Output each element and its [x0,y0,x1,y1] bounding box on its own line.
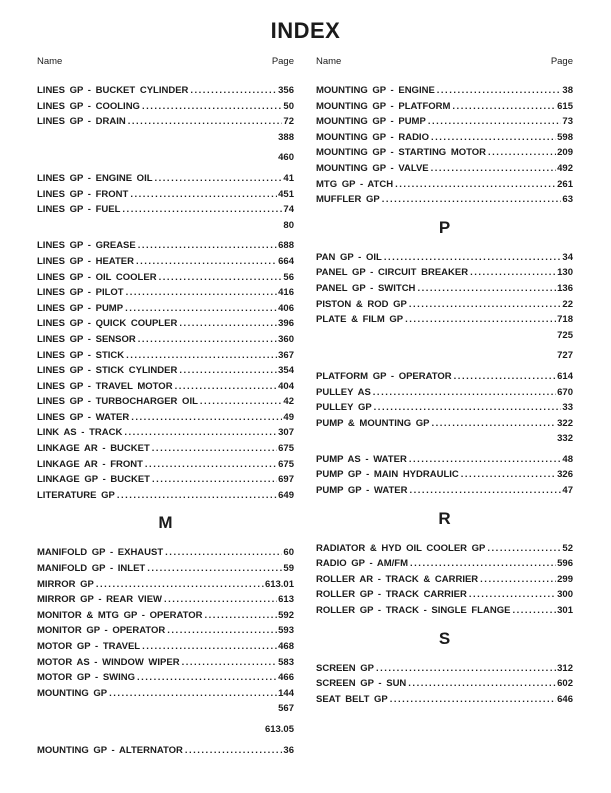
entry-name: LINES GP - GREASE [37,240,136,252]
index-entry [316,145,573,161]
entry-name: MOUNTING GP - PUMP [316,116,426,128]
dot-leader [147,561,282,577]
entry-name: LINES GP - HEATER [37,255,134,267]
entry-name: LINES GP - PILOT [37,287,124,299]
entry-name: PAN GP - OIL [316,251,382,263]
entry-page: 261 [557,178,573,190]
entry-name: MOUNTING GP - ENGINE [316,85,435,96]
index-entry [37,472,294,488]
entry-page: 451 [278,188,294,200]
entry-page: 396 [278,318,294,330]
entry-page: 614 [557,370,573,382]
index-entry [37,332,294,348]
index-entry [37,394,294,410]
dot-leader [130,187,277,203]
entry-page: 675 [278,443,294,455]
dot-leader [452,99,556,115]
index-entry [316,483,573,499]
dot-leader [159,270,283,286]
entry-page: 34 [562,251,573,263]
index-entry-continuation [316,431,573,447]
entry-name: ROLLER GP - TRACK - SINGLE FLANGE [316,605,511,617]
dot-leader [128,114,283,130]
index-entry [37,187,294,203]
entry-name: LINES GP - OIL COOLER [37,271,157,283]
entry-name: PUMP AS - WATER [316,453,407,465]
dot-leader [487,541,561,557]
entry-name: MOUNTING GP [37,687,108,699]
dot-leader [480,572,556,588]
entry-name: LINES GP - FRONT [37,188,129,200]
dot-leader [152,472,277,488]
entry-name: SCREEN GP [316,662,374,674]
entry-page: 688 [278,240,294,252]
dot-leader [164,592,277,608]
section-letter: R [438,508,451,528]
entry-page: 468 [278,641,294,652]
entry-name: PISTON & ROD GP [316,298,407,310]
dot-leader [179,316,277,332]
entry-name: MONITOR & MTG GP - OPERATOR [37,609,203,621]
dot-leader [488,145,556,161]
entry-page: 583 [278,656,294,668]
entry-page: 367 [278,349,294,361]
dot-leader [200,394,283,410]
entry-page: 567 [278,703,294,715]
dot-leader [373,385,556,401]
index-entry-continuation [316,328,573,344]
index-entry [316,661,573,677]
entry-name: LINES GP - BUCKET CYLINDER [37,85,189,96]
entry-page: 664 [278,255,294,267]
index-entry [316,281,573,297]
entry-page: 602 [557,678,573,690]
entry-page: 60 [283,547,294,559]
entry-page: 466 [278,672,294,684]
dot-leader [182,655,278,671]
entry-name: MANIFOLD GP - EXHAUST [37,547,164,559]
dot-leader [454,369,556,385]
entry-page: 613 [278,594,294,606]
index-entry [37,363,294,379]
entry-name: LINES GP - STICK CYLINDER [37,365,178,377]
entry-name: PANEL GP - SWITCH [316,282,416,294]
entry-page: 50 [283,100,294,112]
index-entry [37,488,294,504]
index-entry [37,561,294,577]
dot-leader [138,238,277,254]
index-column-left [37,56,294,758]
dot-leader [179,363,277,379]
entry-name: LINKAGE AR - FRONT [37,458,143,470]
entry-name: MTG GP - ATCH [316,178,394,190]
entry-page: 718 [557,314,573,326]
column-header [37,56,294,68]
index-entry [37,99,294,115]
dot-leader [461,467,556,483]
index-entry [316,572,573,588]
index-column-right [316,56,573,758]
entry-name: LINES GP - WATER [37,411,130,423]
dot-leader [395,177,556,193]
entry-name: PLATFORM GP - OPERATOR [316,370,452,382]
column-header-name: Name [37,56,63,67]
index-entry [316,83,573,99]
dot-leader [432,416,557,432]
entry-page: 52 [562,542,573,554]
entry-page: 312 [557,662,573,674]
dot-leader [205,608,278,624]
dot-leader [405,312,556,328]
index-entry [316,161,573,177]
entry-page: 697 [278,474,294,486]
dot-leader [138,332,277,348]
entry-page: 593 [278,625,294,637]
entry-page: 136 [557,282,573,294]
index-entry [316,369,573,385]
entry-page: 613.05 [264,723,294,735]
index-entry [37,686,294,702]
dot-leader [109,686,277,702]
dot-leader [165,545,282,561]
index-entry [316,556,573,572]
entry-name: RADIO GP - AM/FM [316,558,409,570]
dot-leader [185,743,283,759]
dot-leader [142,99,282,115]
entry-page: 56 [283,271,294,283]
dot-leader [175,379,278,395]
index-entry [316,114,573,130]
index-entry [316,250,573,266]
entry-name: LINES GP - PUMP [37,302,124,314]
entry-name: PUMP & MOUNTING GP [316,417,430,429]
entry-name: LITERATURE GP [37,489,115,501]
entry-name: LINES GP - FUEL [37,204,121,216]
entry-name: MUFFLER GP [316,194,380,206]
index-entry [37,238,294,254]
section-letter: S [438,628,451,648]
entry-page: 356 [278,85,294,96]
index-entry [37,348,294,364]
entry-page: 80 [283,219,294,231]
entry-page: 388 [278,131,294,143]
index-entry [316,452,573,468]
entry-name: PANEL GP - CIRCUIT BREAKER [316,267,469,279]
entry-page: 598 [557,131,573,143]
entry-name: MOTOR GP - TRAVEL [37,641,141,652]
entry-page: 406 [278,302,294,314]
entry-page: 74 [283,204,294,216]
index-entry-continuation [37,722,294,738]
entry-name: MONITOR GP - OPERATOR [37,625,166,637]
index-entry [316,603,573,619]
column-header [316,56,573,68]
entry-page: 73 [562,116,573,128]
dot-leader [136,254,277,270]
dot-leader [408,676,556,692]
dot-leader [190,83,277,99]
columns-container [0,42,611,758]
dot-leader [382,192,562,208]
dot-leader [512,603,556,619]
dot-leader [410,556,556,572]
dot-leader [409,452,562,468]
entry-page: 360 [278,333,294,345]
entry-name: PUMP GP - MAIN HYDRAULIC [316,469,459,481]
entry-page: 646 [557,693,573,705]
index-entry [316,265,573,281]
dot-leader [167,623,277,639]
dot-leader [122,202,282,218]
dot-leader [125,301,277,317]
entry-page: 332 [557,433,573,445]
entry-page: 596 [557,558,573,570]
entry-page: 49 [283,411,294,423]
index-entry [316,177,573,193]
entry-name: MOTOR GP - SWING [37,672,136,684]
entry-page: 72 [283,116,294,128]
entry-name: MOTOR AS - WINDOW WIPER [37,656,180,668]
entry-name: PUMP GP - WATER [316,485,408,497]
index-entry-continuation [37,130,294,146]
dot-leader [376,661,556,677]
index-entry [316,400,573,416]
entry-name: ROLLER AR - TRACK & CARRIER [316,573,479,585]
entry-page: 675 [278,458,294,470]
index-entry [316,99,573,115]
entry-name: PULLEY GP [316,402,372,414]
entry-page: 41 [283,172,294,184]
dot-leader [137,670,277,686]
index-entry-continuation [316,348,573,364]
index-entry [316,385,573,401]
index-entry [37,114,294,130]
index-entry [37,425,294,441]
entry-page: 613.01 [264,578,294,590]
index-entry [37,301,294,317]
entry-page: 727 [557,350,573,362]
dot-leader [470,265,556,281]
entry-name: PLATE & FILM GP [316,314,404,326]
dot-leader [126,348,277,364]
index-entry [37,171,294,187]
entry-name: MIRROR GP - REAR VIEW [37,594,162,606]
entry-page: 47 [562,485,573,497]
index-entry [37,285,294,301]
dot-leader [410,483,562,499]
index-entry [37,670,294,686]
dot-leader [145,457,277,473]
index-entry [316,467,573,483]
index-entry [316,192,573,208]
entry-name: MOUNTING GP - STARTING MOTOR [316,147,487,159]
entry-name: MOUNTING GP - VALVE [316,162,429,174]
entry-page: 307 [278,427,294,439]
entry-name: MOUNTING GP - PLATFORM [316,100,451,112]
entry-page: 42 [283,396,294,408]
page-title: INDEX [270,18,341,43]
dot-leader [155,171,283,187]
index-entry [37,410,294,426]
entry-name: ROLLER GP - TRACK CARRIER [316,589,467,601]
dot-leader [96,577,264,593]
entry-page: 322 [557,417,573,429]
dot-leader [384,250,562,266]
entry-name: MIRROR GP [37,578,94,590]
dot-leader [374,400,562,416]
column-header-name: Name [316,56,342,67]
index-entry [316,587,573,603]
section-letter: M [158,513,173,533]
index-entry [316,312,573,328]
column-header-page: Page [271,56,294,67]
index-entry [37,379,294,395]
index-entry [37,623,294,639]
index-entry [37,639,294,655]
dot-leader [117,488,277,504]
entry-page: 299 [557,573,573,585]
index-entry [37,441,294,457]
dot-leader [124,425,277,441]
entry-name: LINES GP - TURBOCHARGER OIL [37,396,198,408]
entry-page: 144 [278,687,294,699]
index-entry [37,655,294,671]
dot-leader [428,114,562,130]
entry-page: 130 [557,267,573,279]
dot-leader [417,281,556,297]
dot-leader [152,441,277,457]
index-entry [37,457,294,473]
index-entry [37,254,294,270]
dot-leader [131,410,282,426]
index-entry [37,608,294,624]
index-entry [37,592,294,608]
entry-name: LINES GP - COOLING [37,100,140,112]
entry-page: 301 [557,605,573,617]
entry-page: 460 [278,152,294,164]
entry-name: MOUNTING GP - ALTERNATOR [37,744,183,756]
entry-name: LINK AS - TRACK [37,427,123,439]
index-entry [316,416,573,432]
entry-page: 33 [562,402,573,414]
index-entry [37,202,294,218]
column-header-page: Page [550,56,573,67]
entry-name: SEAT BELT GP [316,693,388,705]
entry-name: RADIATOR & HYD OIL COOLER GP [316,542,486,554]
index-entry [37,577,294,593]
index-entry-continuation [37,150,294,166]
entry-page: 404 [278,380,294,392]
index-entry [37,545,294,561]
entry-page: 592 [278,609,294,621]
index-entry-continuation [37,218,294,234]
dot-leader [142,639,277,655]
entry-page: 670 [557,386,573,398]
index-entry-continuation [37,701,294,717]
entry-name: PULLEY AS [316,386,371,398]
entry-name: SCREEN GP - SUN [316,678,407,690]
entry-page: 59 [283,563,294,575]
entry-name: LINES GP - STICK [37,349,125,361]
index-entry [316,692,573,708]
index-entry [316,130,573,146]
entry-page: 48 [562,453,573,465]
section-letter: P [438,217,451,237]
entry-page: 300 [557,589,573,601]
entry-page: 36 [283,744,294,756]
entry-page: 38 [562,85,573,96]
entry-page: 725 [557,329,573,341]
entry-name: LINKAGE AR - BUCKET [37,443,150,455]
entry-name: LINES GP - DRAIN [37,116,126,128]
entry-page: 492 [557,162,573,174]
index-entry [37,270,294,286]
index-entry [37,743,294,759]
entry-name: MANIFOLD GP - INLET [37,563,146,575]
entry-name: LINES GP - SENSOR [37,333,136,345]
index-entry [37,83,294,99]
entry-name: LINES GP - TRAVEL MOTOR [37,380,173,392]
dot-leader [126,285,278,301]
entry-page: 209 [557,147,573,159]
index-entry [37,316,294,332]
dot-leader [409,297,562,313]
dot-leader [390,692,556,708]
entry-page: 63 [562,194,573,206]
entry-page: 416 [278,287,294,299]
entry-name: LINES GP - ENGINE OIL [37,172,153,184]
entry-page: 615 [557,100,573,112]
entry-name: LINES GP - QUICK COUPLER [37,318,178,330]
entry-page: 22 [562,298,573,310]
entry-page: 354 [278,365,294,377]
index-entry [316,297,573,313]
index-entry [316,676,573,692]
dot-leader [469,587,556,603]
dot-leader [437,83,562,99]
entry-page: 326 [557,469,573,481]
index-entry [316,541,573,557]
entry-name: MOUNTING GP - RADIO [316,131,429,143]
entry-name: LINKAGE GP - BUCKET [37,474,150,486]
dot-leader [431,130,556,146]
entry-page: 649 [278,489,294,501]
dot-leader [431,161,557,177]
